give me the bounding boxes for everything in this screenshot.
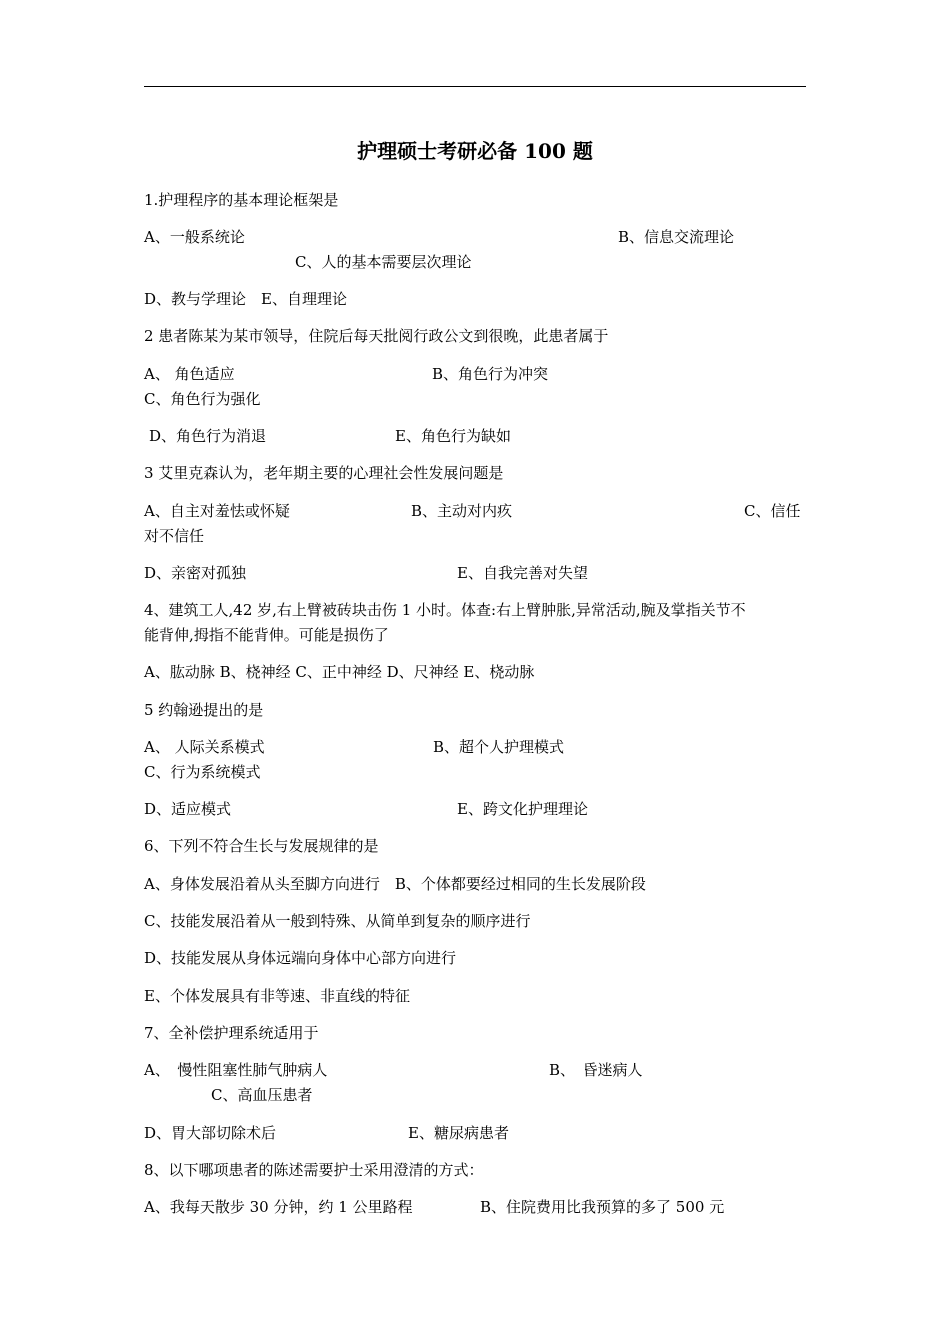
question-5-option-b: B、超个人护理模式 — [433, 738, 565, 756]
question-8-stem: 8、以下哪项患者的陈述需要护士采用澄清的方式： — [144, 1161, 484, 1179]
question-3-option-a: A、自主对羞怯或怀疑 — [144, 502, 290, 520]
question-7-stem: 7、全补偿护理系统适用于 — [144, 1024, 319, 1042]
question-5-option-a: A、 人际关系模式 — [144, 738, 265, 756]
question-1-stem: 1.护理程序的基本理论框架是 — [144, 191, 339, 209]
question-1-option-b: B、信息交流理论 — [618, 228, 735, 246]
question-2-stem: 2 患者陈某为某市领导，住院后每天批阅行政公文到很晚，此患者属于 — [144, 327, 609, 345]
question-6-option-ab: A、身体发展沿着从头至脚方向进行 B、个体都要经过相同的生长发展阶段 — [144, 875, 646, 893]
question-7-option-e: E、糖尿病患者 — [408, 1124, 509, 1142]
question-3-option-c: C、信任 — [744, 502, 801, 520]
question-4-stem-cont: 能背伸,拇指不能背伸。可能是损伤了 — [144, 626, 389, 644]
question-1-option-de: D、教与学理论 E、自理理论 — [144, 290, 347, 308]
question-6-option-d: D、技能发展从身体远端向身体中心部方向进行 — [144, 949, 457, 967]
header-rule — [144, 86, 806, 87]
question-7-option-b: B、 昏迷病人 — [549, 1061, 643, 1079]
question-8-option-a: A、我每天散步 30 分钟，约 1 公里路程 — [144, 1198, 413, 1216]
question-3-option-c-cont: 对不信任 — [144, 527, 205, 545]
question-3-option-e: E、自我完善对失望 — [457, 564, 588, 582]
question-1-option-a: A、一般系统论 — [144, 228, 245, 246]
question-5-option-c: C、行为系统模式 — [144, 763, 261, 781]
question-6-stem: 6、下列不符合生长与发展规律的是 — [144, 837, 379, 855]
question-3-option-d: D、亲密对孤独 — [144, 564, 247, 582]
question-1-option-c: C、人的基本需要层次理论 — [295, 253, 472, 271]
question-5-option-e: E、跨文化护理理论 — [457, 800, 588, 818]
question-7-option-c: C、高血压患者 — [211, 1086, 313, 1104]
question-2-option-a: A、 角色适应 — [144, 365, 235, 383]
question-3-option-b: B、主动对内疚 — [411, 502, 513, 520]
question-5-stem: 5 约翰逊提出的是 — [144, 701, 264, 719]
question-2-option-c: C、角色行为强化 — [144, 390, 261, 408]
question-7-option-a: A、 慢性阻塞性肺气肿病人 — [144, 1061, 328, 1079]
question-8-option-b: B、住院费用比我预算的多了 500 元 — [480, 1198, 725, 1216]
question-2-option-d: D、角色行为消退 — [149, 427, 267, 445]
question-3-stem: 3 艾里克森认为，老年期主要的心理社会性发展问题是 — [144, 464, 504, 482]
page-title: 护理硕士考研必备 100 题 — [357, 139, 593, 163]
question-4-options: A、肱动脉 B、桡神经 C、正中神经 D、尺神经 E、桡动脉 — [144, 663, 535, 681]
question-2-option-b: B、角色行为冲突 — [432, 365, 549, 383]
question-4-stem: 4、建筑工人,42 岁,右上臂被砖块击伤 1 小时。体查:右上臂肿胀,异常活动,腕及掌指关节不 — [144, 601, 746, 619]
question-6-option-e: E、个体发展具有非等速、非直线的特征 — [144, 987, 410, 1005]
question-6-option-c: C、技能发展沿着从一般到特殊、从简单到复杂的顺序进行 — [144, 912, 531, 930]
question-2-option-e: E、角色行为缺如 — [395, 427, 511, 445]
question-5-option-d: D、适应模式 — [144, 800, 232, 818]
question-7-option-d: D、胃大部切除术后 — [144, 1124, 277, 1142]
